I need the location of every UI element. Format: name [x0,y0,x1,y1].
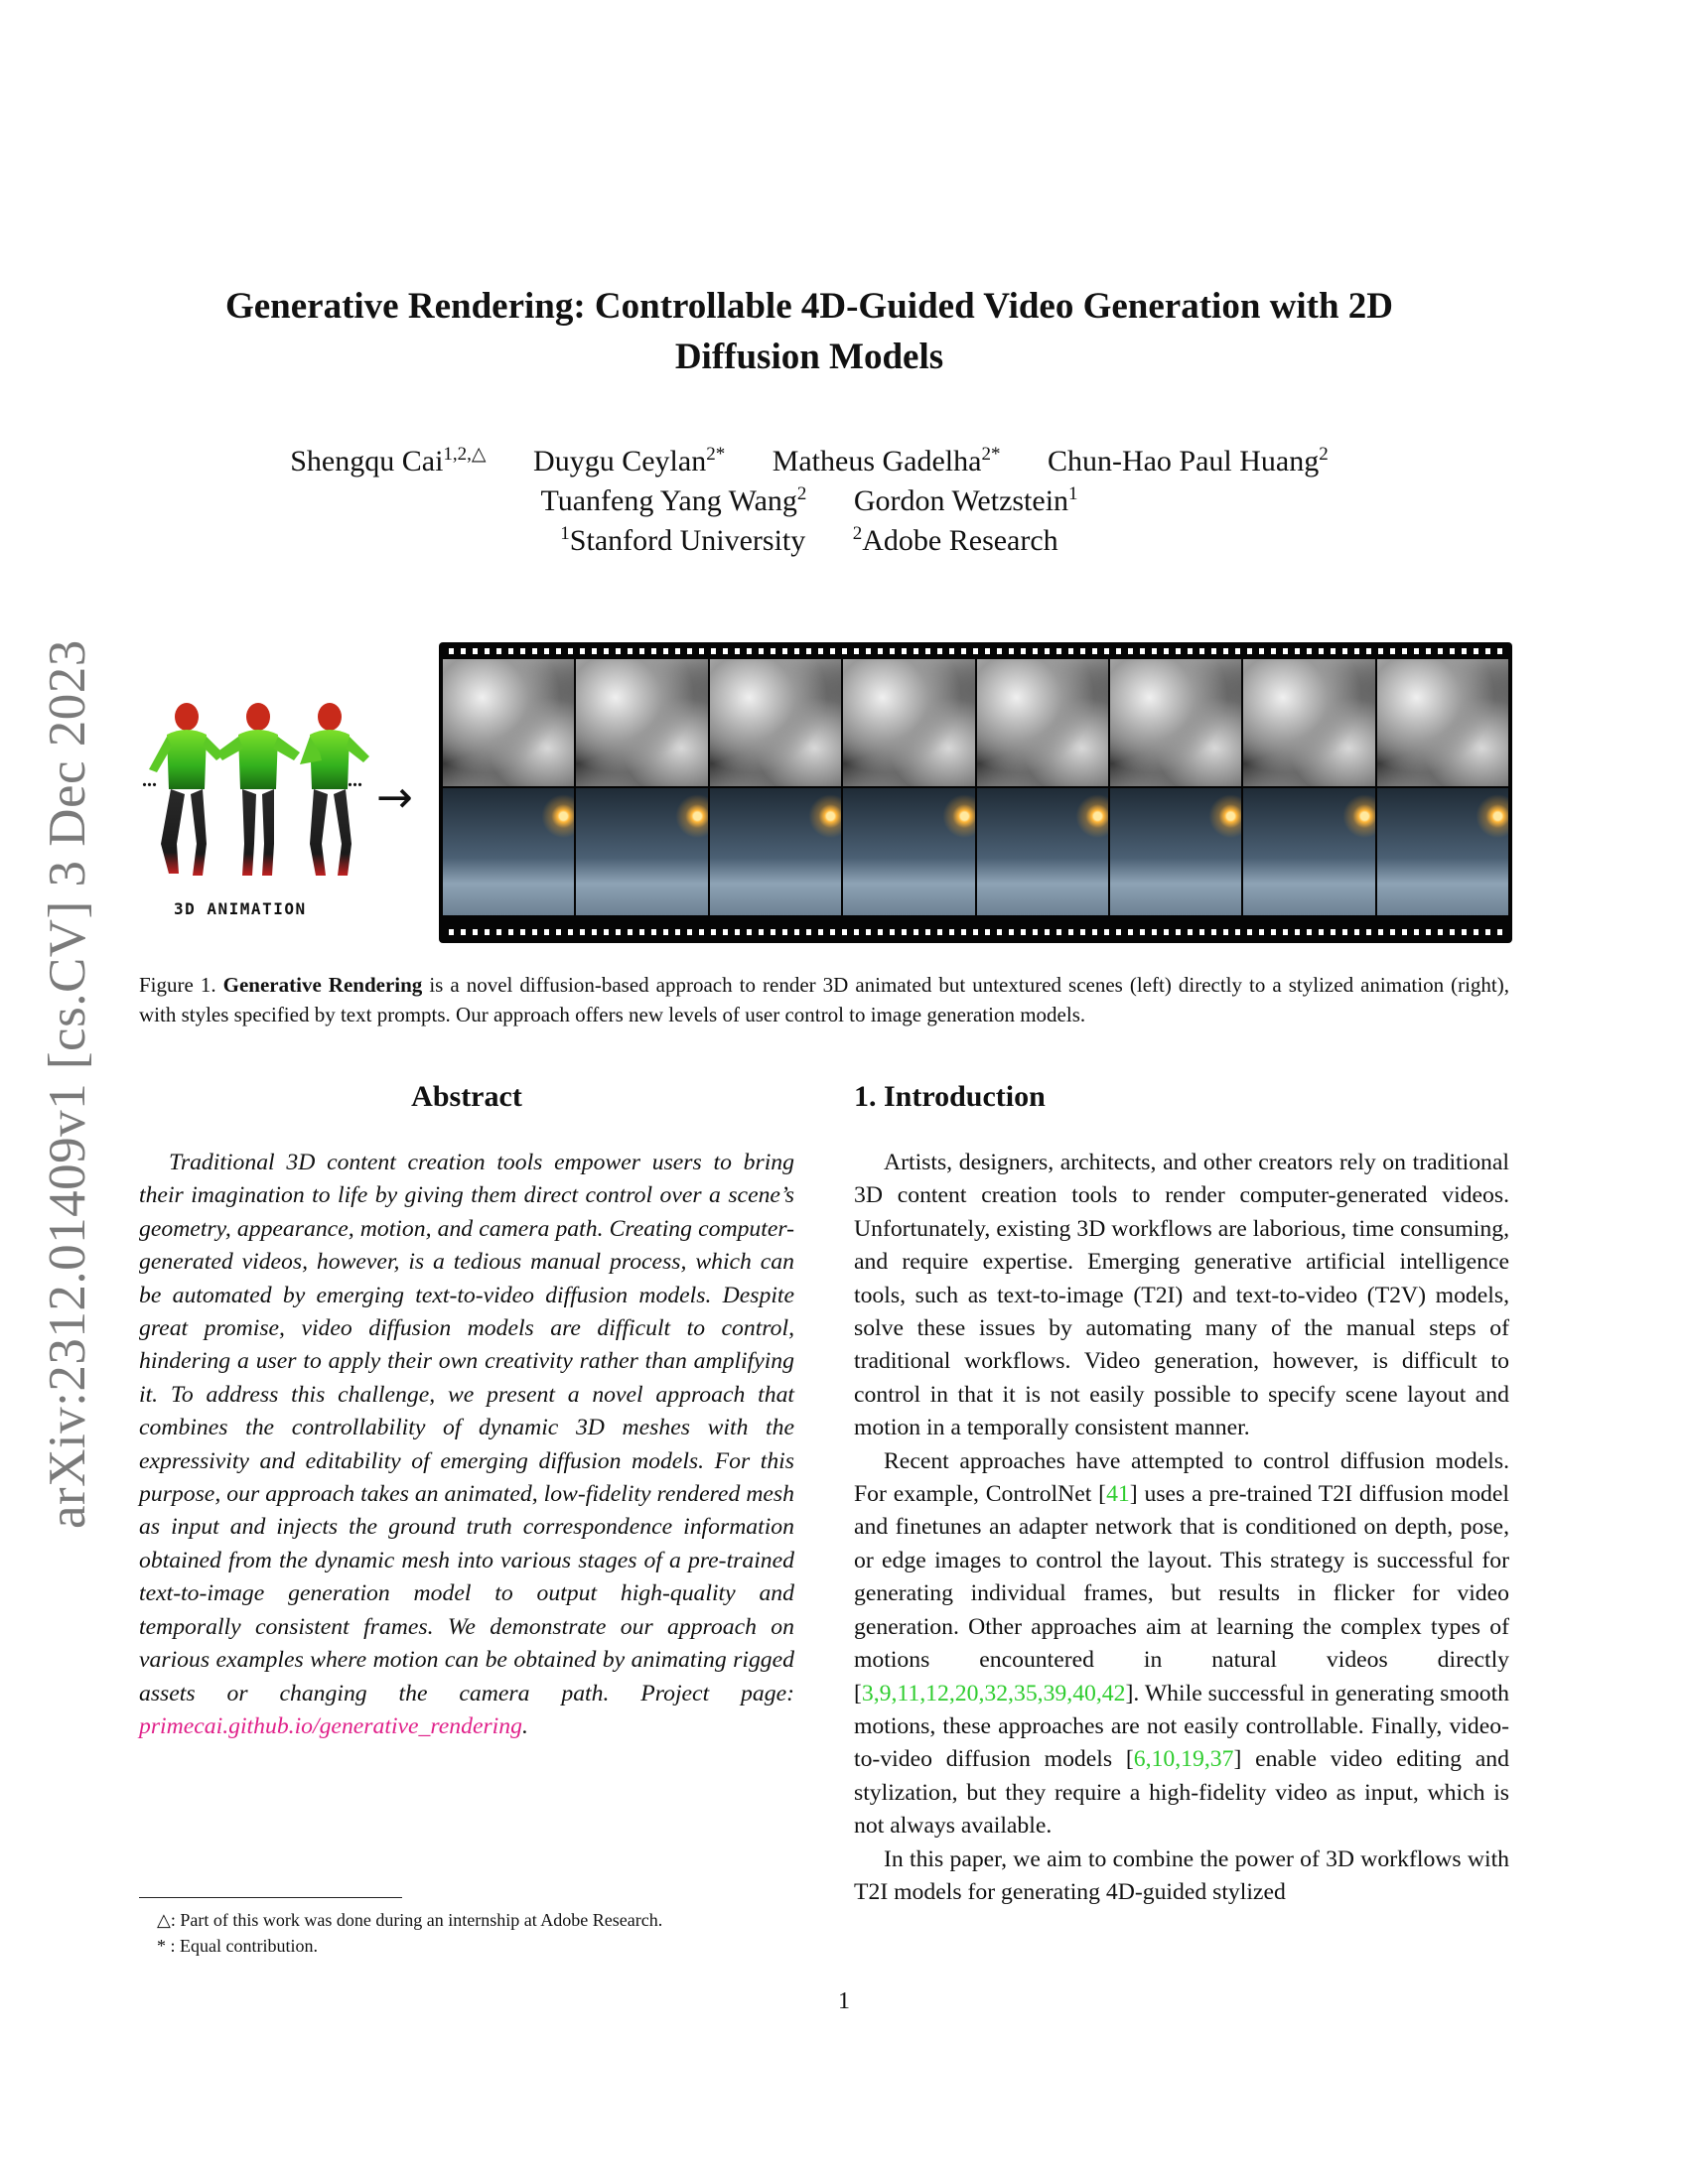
intro-paragraph-1: Artists, designers, architects, and other creators rely on traditional 3D content creation tools to render computer-generated videos. Unfortunately, existing 3D workflows are laborious, time consuming, and require expertise. Emerging generative artificial intelligence tools, such as text-to-image (T2I) and text-to-video (T2V) models, solve these issues by automating many of the manual steps of traditional workflows. Video generation, however, is difficult to control in that it is not easily possible to specify scene layout and motion in a temporally consistent manner. [854,1150,1509,1441]
footnotes [139,1897,794,1959]
citation-link[interactable]: 6,10,19,37 [1133,1746,1234,1773]
ellipsis-left: ... [142,769,157,791]
authors-line-1 [149,442,1470,481]
frame-image [576,659,707,786]
citation-link[interactable]: 3,9,11,12,20,32,35,39,40,42 [861,1680,1126,1706]
filmstrip-row-stylized-2 [443,788,1508,915]
author: Duygu Ceylan$^{2*}$ [533,444,726,478]
authors-line-2 [149,481,1470,521]
frame-image [710,788,841,915]
frame-image [443,788,574,915]
citation-link[interactable]: 41 [1106,1481,1130,1508]
footnote: * : Equal contribution. [157,1936,318,1956]
frame-image [1377,659,1508,786]
frame-image [1243,659,1374,786]
abstract-text: Traditional 3D content creation tools empower users to bring their imagination to life by giving them direct control over a scene’s geometry, appearance, motion, and camera path. Creating computer-generated videos, however, is a tedious manual process, which can be automated by emerging text-to-video diffusion models. Despite great promise, video diffusion models are difficult to control, hindering a user to apply their own creativity rather than amplifying it. To address this challenge, we present a novel approach that combines the controllability of dynamic 3D meshes with the expressivity and editability of emerging diffusion models. For this purpose, our approach takes an animated, low-fidelity rendered mesh as input and injects the ground truth correspondence information obtained from the dynamic mesh into various stages of a pre-trained text-to-image generation model to output high-quality and temporally consistent frames. We demonstrate our approach on various examples where motion can be obtained by animating rigged assets or changing the camera path. Project page: primecai.github.io/generative_rendering. [139,1150,794,1739]
author-block [149,442,1470,561]
figure-caption: Figure 1. Generative Rendering is a novel diffusion-based approach to render 3D animated but untextured scenes (left) directly to a stylized animation (right), with styles specified by text prompts. Our approach offers new levels of user control to image generation models. [139,973,1510,1026]
frame-image [1377,788,1508,915]
author: Chun-Hao Paul Huang$^2$ [1047,444,1329,478]
frame-image [977,788,1108,915]
ellipsis-right: ... [348,769,362,791]
introduction-heading: 1. Introduction [854,1080,1046,1113]
project-page-link[interactable]: primecai.github.io/generative_rendering [139,1712,522,1739]
paper-title: Generative Rendering: Controllable 4D-Guided Video Generation with 2D Diffusion Models [224,286,1394,377]
arxiv-side-label: arXiv:2312.01409v1 [cs.CV] 3 Dec 2023 [39,639,96,1529]
sprocket-holes-top [449,648,1502,654]
abstract-heading: Abstract [411,1080,522,1113]
affiliations [149,521,1470,561]
affiliation: $^2$Adobe Research [852,523,1058,557]
intro-paragraph-2: Recent approaches have attempted to control diffusion models. For example, ControlNet [41] uses a pre-trained T2I diffusion model and finetunes an adapter network that is conditioned on depth, pose, or edge images to control the layout. This strategy is successful for generating individual frames, but results in flicker for video generation. Other approaches aim at learning the complex types of motions encountered in natural videos directly [3,9,11,12,20,32,35,39,40,42]. While successful in generating smooth motions, these approaches are not easily controllable. Finally, video-to-video diffusion models [6,10,19,37] enable video editing and stylization, but they require a high-fidelity video as input, which is not always available. [854,1447,1509,1840]
footnote-rule [139,1897,402,1898]
author: Shengqu Cai$^{1,2,\triangle}$ [290,444,487,478]
filmstrip-row-stylized-1 [443,659,1508,786]
frame-image [843,659,974,786]
filmstrip-output [439,642,1512,943]
intro-paragraph-3: In this paper, we aim to combine the power of 3D workflows with T2I models for generating 4D-guided stylized [854,1845,1509,1905]
sprocket-holes-bottom [449,929,1502,935]
page-number: 1 [838,1988,850,2014]
author: Tuanfeng Yang Wang$^2$ [540,483,807,517]
author: Gordon Wetzstein$^1$ [853,483,1078,517]
frame-image [710,659,841,786]
frame-image [843,788,974,915]
frame-image [1110,788,1241,915]
frame-image [1243,788,1374,915]
frame-image [576,788,707,915]
3d-animation-label: 3D ANIMATION [174,899,307,918]
frame-image [977,659,1108,786]
arrow-icon: → [376,772,413,823]
frame-image [1110,659,1241,786]
frame-image [443,659,574,786]
abstract-section [139,1077,794,1767]
introduction-section [854,1077,1509,1909]
footnote: △: Part of this work was done during an internship at Adobe Research. [157,1910,663,1930]
author: Matheus Gadelha$^{2*}$ [772,444,1001,478]
affiliation: $^1$Stanford University [560,523,806,557]
